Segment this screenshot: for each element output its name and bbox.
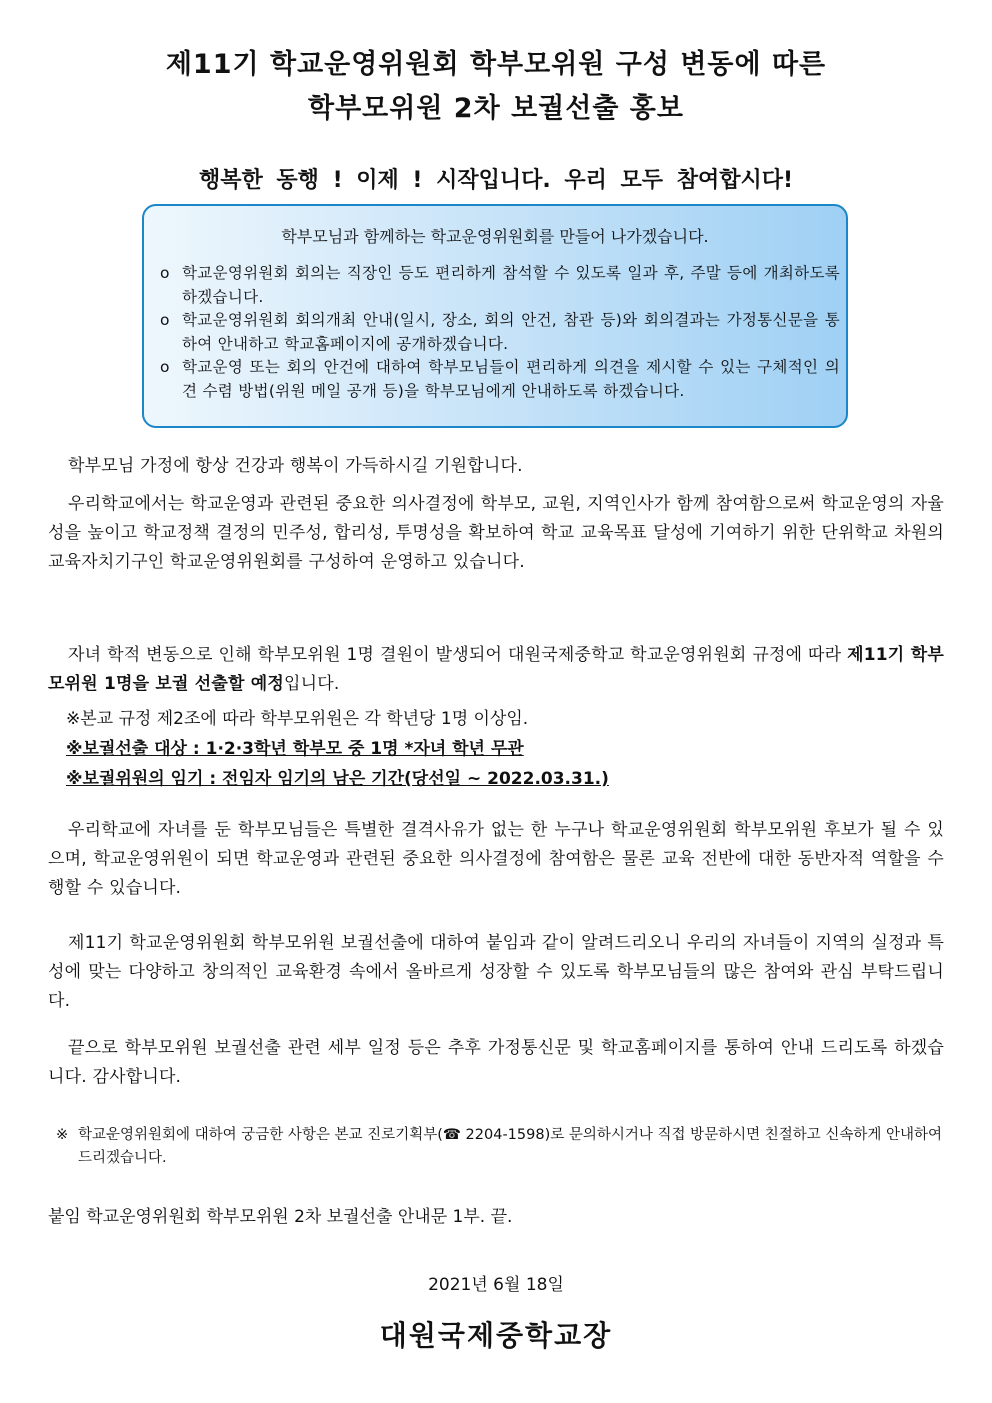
intro-paragraph: 우리학교에서는 학교운영과 관련된 중요한 의사결정에 학부모, 교원, 지역인사가 함께 참여함으로써 학교운영의 자율성을 높이고 학교정책 결정의 민주성, 합리성, 투명성을 확보하여 학교 교육목표 달성에 기여하기 위한 단위학교 차원의 교육자치기구인 학교운영위원회를 구성하여 운영하고 있습니다. (48, 494, 944, 572)
term-note: ※보궐위원의 임기 : 전임자 임기의 남은 기간(당선일 ~ 2022.03.31.) (66, 769, 609, 789)
greeting-paragraph: 학부모님 가정에 항상 건강과 행복이 가득하시길 기원합니다. (68, 456, 523, 476)
document-title-line2: 학부모위원 2차 보궐선출 홍보 (308, 93, 684, 124)
bullet-marker: o (160, 311, 170, 329)
pledge-list (160, 262, 840, 403)
vacancy-text: 자녀 학적 변동으로 인해 학부모위원 1명 결원이 발생되어 대원국제중학교 학교운영위원회 규정에 따라 (68, 645, 848, 665)
pledge-item (160, 309, 840, 356)
vacancy-text-end: 입니다. (283, 674, 340, 694)
signature: 대원국제중학교장 (379, 1319, 613, 1352)
attachment-line: 붙임 학교운영위원회 학부모위원 2차 보궐선출 안내문 1부. 끝. (48, 1207, 513, 1227)
contact-note (56, 1124, 944, 1170)
eligibility-paragraph: 우리학교에 자녀를 둔 학부모님들은 특별한 결격사유가 없는 한 누구나 학교운영위원회 학부모위원 후보가 될 수 있으며, 학교운영위원이 되면 학교운영과 관련된 중요한 의사결정에 참여함은 물론 교육 전반에 대한 동반자적 역할을 수행할 수 있습니다. (48, 820, 944, 898)
closing-paragraph: 끝으로 학부모위원 보궐선출 관련 세부 일정 등은 추후 가정통신문 및 학교홈페이지를 통하여 안내 드리도록 하겠습니다. 감사합니다. (48, 1038, 944, 1087)
pledge-item-text: 학교운영위원회 회의개최 안내(일시, 장소, 회의 안건, 참관 등)와 회의결과는 가정통신문을 통하여 안내하고 학교홈페이지에 공개하겠습니다. (182, 311, 840, 353)
pledge-item-text: 학교운영 또는 회의 안건에 대하여 학부모님들이 편리하게 의견을 제시할 수 있는 구체적인 의견 수렴 방법(위원 메일 공개 등)을 학부모님에게 안내하도록 하겠습니다. (182, 358, 840, 400)
request-paragraph: 제11기 학교운영위원회 학부모위원 보궐선출에 대하여 붙임과 같이 알려드리오니 우리의 자녀들이 지역의 실정과 특성에 맞는 다양하고 창의적인 교육환경 속에서 올바르게 성장할 수 있도록 학부모님들의 많은 참여와 관심 부탁드립니다. (48, 933, 944, 1011)
vacancy-bold-text: 제11기 학부모위원 1명을 보궐 선출할 예정 (48, 645, 944, 694)
target-note: ※보궐선출 대상 : 1·2·3학년 학부모 중 1명 *자녀 학년 무관 (66, 739, 524, 759)
pledge-box (142, 204, 848, 428)
pledge-item (160, 262, 840, 309)
document-date: 2021년 6월 18일 (428, 1275, 564, 1295)
document-title-line1: 제11기 학교운영위원회 학부모위원 구성 변동에 따른 (165, 49, 827, 80)
bullet-marker: o (160, 264, 170, 282)
rule-note: ※본교 규정 제2조에 따라 학부모위원은 각 학년당 1명 이상임. (66, 709, 529, 729)
note-marker: ※ (56, 1127, 69, 1143)
pledge-item (160, 356, 840, 403)
bullet-marker: o (160, 358, 170, 376)
pledge-heading: 학부모님과 함께하는 학교운영위원회를 만들어 나가겠습니다. (281, 227, 709, 246)
pledge-item-text: 학교운영위원회 회의는 직장인 등도 편리하게 참석할 수 있도록 일과 후, 주말 등에 개최하도록 하겠습니다. (182, 264, 840, 306)
contact-note-text: 학교운영위원회에 대하여 궁금한 사항은 본교 진로기획부(☎ 2204-1598)로 문의하시거나 직접 방문하시면 친절하고 신속하게 안내하여 드리겠습니다. (78, 1127, 943, 1166)
vacancy-paragraph (48, 641, 944, 699)
slogan: 행복한 동행 ! 이제 ! 시작입니다. 우리 모두 참여합시다! (198, 168, 794, 193)
